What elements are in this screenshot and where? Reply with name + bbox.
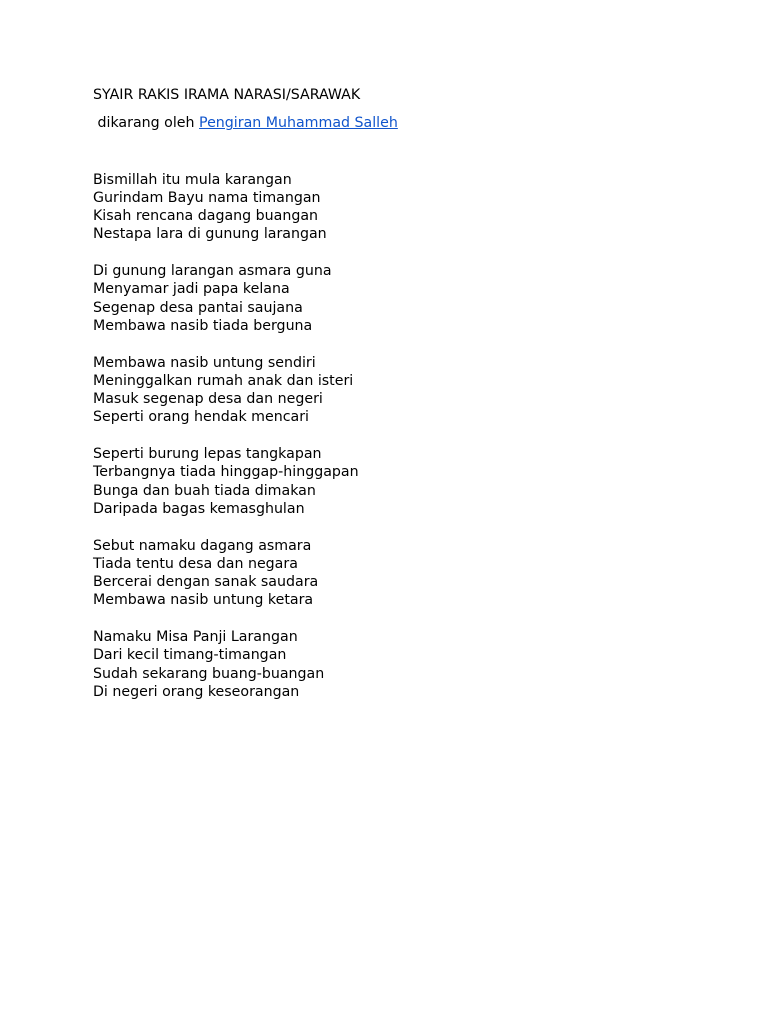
verse-line: Kisah rencana dagang buangan bbox=[93, 208, 319, 225]
stanza bbox=[93, 171, 713, 244]
stanza bbox=[93, 445, 713, 518]
verse-line: Nestapa lara di gunung larangan bbox=[93, 226, 327, 243]
stanza bbox=[93, 262, 713, 335]
verse-line: Seperti orang hendak mencari bbox=[93, 409, 309, 426]
verse-line: Meninggalkan rumah anak dan isteri bbox=[93, 372, 354, 389]
verse-line: Tiada tentu desa dan negara bbox=[93, 555, 298, 572]
verse-line: Dari kecil timang-timangan bbox=[93, 647, 287, 664]
verse-line: Terbangnya tiada hinggap-hinggapan bbox=[93, 464, 359, 481]
verse-line: Membawa nasib untung ketara bbox=[93, 592, 314, 609]
author-link[interactable]: Pengiran Muhammad Salleh bbox=[199, 115, 398, 132]
verse-line: Di negeri orang keseorangan bbox=[93, 683, 300, 700]
verse-line: Menyamar jadi papa kelana bbox=[93, 281, 290, 298]
verse-line: Membawa nasib untung sendiri bbox=[93, 354, 316, 371]
byline bbox=[93, 114, 713, 132]
verse-line: Membawa nasib tiada berguna bbox=[93, 317, 313, 334]
poem-body bbox=[93, 171, 713, 702]
stanza bbox=[93, 628, 713, 701]
verse-line: Bercerai dengan sanak saudara bbox=[93, 574, 319, 591]
verse-line: Daripada bagas kemasghulan bbox=[93, 500, 305, 517]
verse-line: Bunga dan buah tiada dimakan bbox=[93, 482, 316, 499]
verse-line: Seperti burung lepas tangkapan bbox=[93, 446, 322, 463]
stanza bbox=[93, 537, 713, 610]
verse-line: Segenap desa pantai saujana bbox=[93, 299, 303, 316]
document-page bbox=[93, 86, 713, 720]
verse-line: Bismillah itu mula karangan bbox=[93, 171, 292, 188]
verse-line: Sebut namaku dagang asmara bbox=[93, 537, 312, 554]
verse-line: Masuk segenap desa dan negeri bbox=[93, 391, 323, 408]
byline-prefix: dikarang oleh bbox=[93, 115, 200, 132]
stanza bbox=[93, 354, 713, 427]
verse-line: Gurindam Bayu nama timangan bbox=[93, 189, 321, 206]
verse-line: Sudah sekarang buang-buangan bbox=[93, 665, 325, 682]
poem-title: SYAIR RAKIS IRAMA NARASI/SARAWAK bbox=[93, 87, 361, 103]
verse-line: Di gunung larangan asmara guna bbox=[93, 263, 332, 280]
verse-line: Namaku Misa Panji Larangan bbox=[93, 629, 298, 646]
